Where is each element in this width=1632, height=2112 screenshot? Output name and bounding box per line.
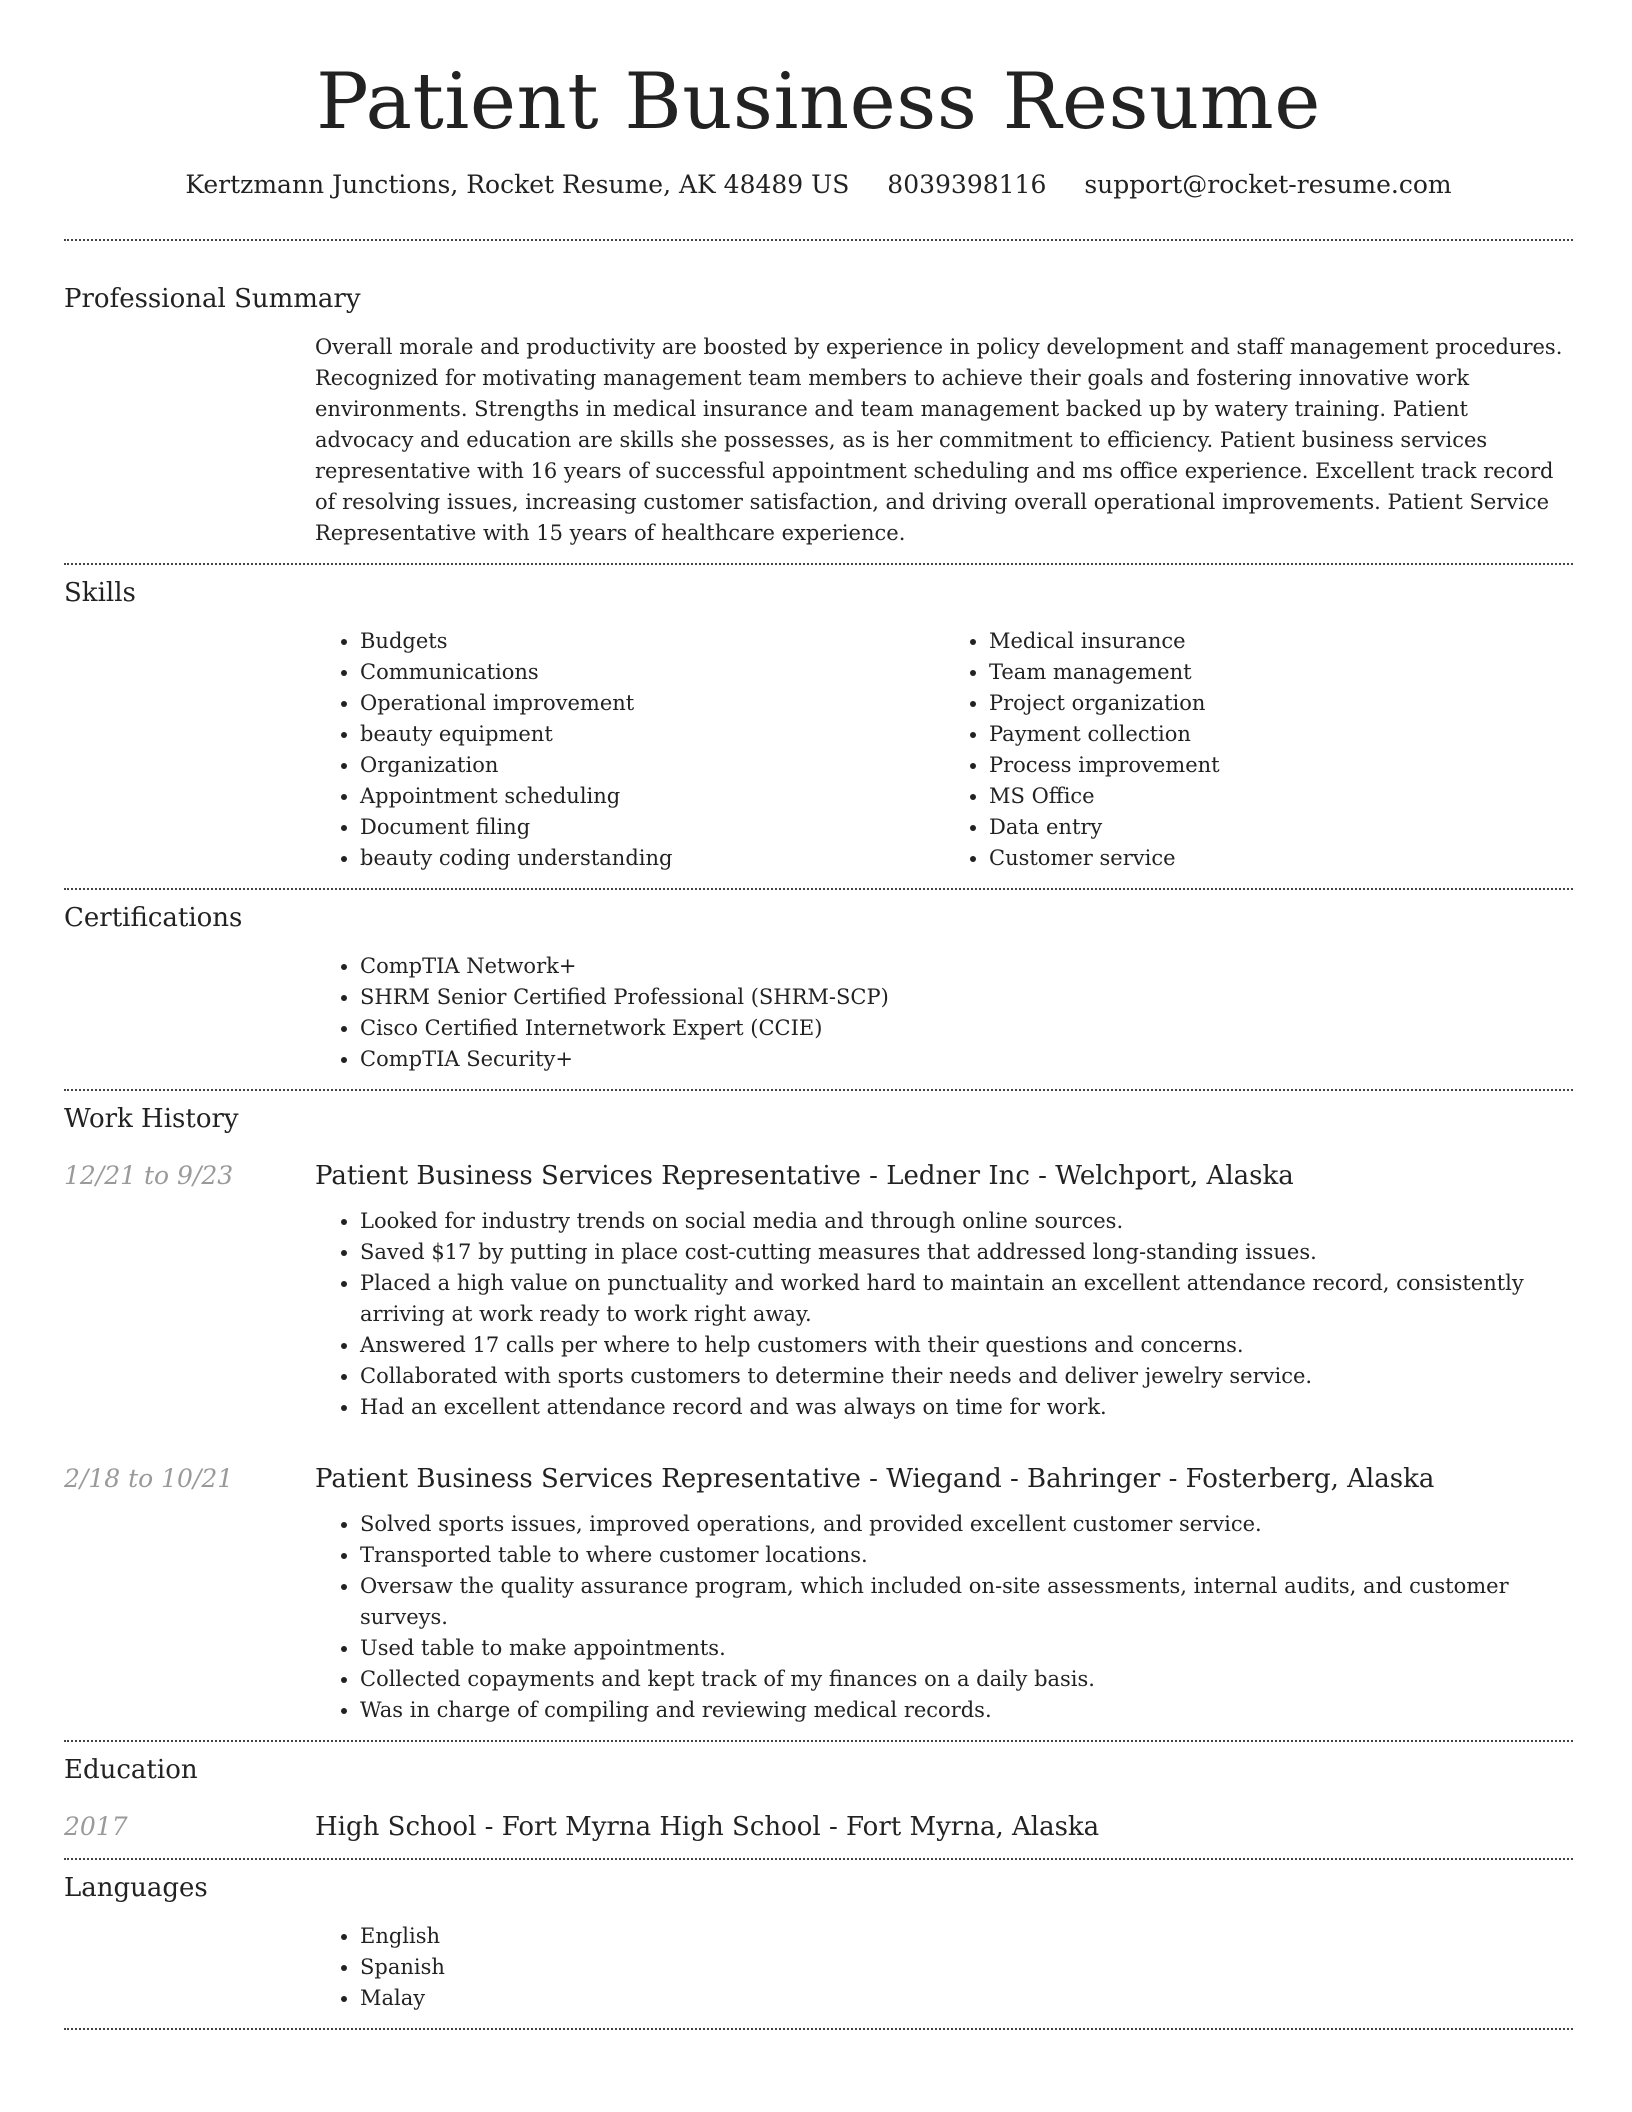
section-title-summary: Professional Summary xyxy=(64,284,361,314)
list-item: • Data entry xyxy=(989,812,1573,843)
languages-list xyxy=(315,1921,1573,2014)
list-item: • Was in charge of compiling and reviewing medical records. xyxy=(360,1695,1573,1726)
job-bullets xyxy=(315,1509,1573,1726)
list-item: • Looked for industry trends on social media and through online sources. xyxy=(360,1206,1573,1237)
skills-list-right xyxy=(944,626,1573,874)
skills-columns xyxy=(315,626,1573,874)
list-item: • CompTIA Network+ xyxy=(360,951,1573,982)
section-title-education: Education xyxy=(64,1755,198,1785)
list-item: • Malay xyxy=(360,1983,1573,2014)
resume-title: Patient Business Resume xyxy=(316,57,1321,147)
list-item: • Answered 17 calls per where to help customers with their questions and concerns. xyxy=(360,1330,1573,1361)
certifications-list xyxy=(315,951,1573,1075)
list-item: • Process improvement xyxy=(989,750,1573,781)
list-item: • Placed a high value on punctuality and worked hard to maintain an excellent attendance record, consistently arriving at work ready to work right away. xyxy=(360,1268,1573,1330)
list-item: • English xyxy=(360,1921,1573,1952)
section-title-skills: Skills xyxy=(64,578,136,608)
job-dates: 2/18 to 10/21 xyxy=(64,1464,234,1493)
list-item: • Collected copayments and kept track of my finances on a daily basis. xyxy=(360,1664,1573,1695)
list-item: • Medical insurance xyxy=(989,626,1573,657)
divider xyxy=(64,1089,1573,1091)
list-item: • Solved sports issues, improved operations, and provided excellent customer service. xyxy=(360,1509,1573,1540)
divider xyxy=(64,1858,1573,1860)
summary-section xyxy=(64,283,1573,549)
section-title-work: Work History xyxy=(64,1104,239,1134)
contact-phone: 8039398116 xyxy=(887,170,1047,199)
job-body xyxy=(315,1462,1573,1726)
list-item: • Organization xyxy=(360,750,944,781)
contact-email: support@rocket-resume.com xyxy=(1084,170,1452,199)
job-dates: 12/21 to 9/23 xyxy=(64,1161,234,1190)
job-entry xyxy=(64,1462,1573,1726)
certifications-body xyxy=(315,951,1573,1075)
section-title-languages: Languages xyxy=(64,1873,208,1903)
list-item: • Document filing xyxy=(360,812,944,843)
education-year: 2017 xyxy=(64,1812,128,1841)
job-heading: Patient Business Services Representative - Wiegand - Bahringer - Fosterberg, Alaska xyxy=(315,1464,1435,1494)
certifications-section xyxy=(64,902,1573,1075)
job-heading: Patient Business Services Representative - Ledner Inc - Welchport, Alaska xyxy=(315,1161,1294,1191)
list-item: • Budgets xyxy=(360,626,944,657)
list-item: • Transported table to where customer locations. xyxy=(360,1540,1573,1571)
job-bullets xyxy=(315,1206,1573,1423)
list-item: • Had an excellent attendance record and was always on time for work. xyxy=(360,1392,1573,1423)
education-heading: High School - Fort Myrna High School - Fort Myrna, Alaska xyxy=(315,1812,1100,1842)
contact-address: Kertzmann Junctions, Rocket Resume, AK 48489 US xyxy=(185,170,850,199)
divider xyxy=(64,2028,1573,2030)
list-item: • Customer service xyxy=(989,843,1573,874)
list-item: • Collaborated with sports customers to determine their needs and deliver jewelry service. xyxy=(360,1361,1573,1392)
list-item: • Spanish xyxy=(360,1952,1573,1983)
skills-list-left xyxy=(315,626,944,874)
contact-line xyxy=(64,168,1573,202)
list-item: • Cisco Certified Internetwork Expert (CCIE) xyxy=(360,1013,1573,1044)
list-item: • beauty equipment xyxy=(360,719,944,750)
divider xyxy=(64,888,1573,890)
work-section xyxy=(64,1103,1573,1726)
divider xyxy=(64,239,1573,241)
education-section xyxy=(64,1754,1573,1844)
education-body xyxy=(315,1810,1573,1844)
education-entry xyxy=(64,1810,1573,1844)
list-item: • Saved $17 by putting in place cost-cutting measures that addressed long-standing issues. xyxy=(360,1237,1573,1268)
list-item: • MS Office xyxy=(989,781,1573,812)
list-item: • Communications xyxy=(360,657,944,688)
list-item: • SHRM Senior Certified Professional (SHRM-SCP) xyxy=(360,982,1573,1013)
skills-section xyxy=(64,577,1573,874)
list-item: • Appointment scheduling xyxy=(360,781,944,812)
section-title-certifications: Certifications xyxy=(64,903,243,933)
job-entry xyxy=(64,1159,1573,1423)
list-item: • Operational improvement xyxy=(360,688,944,719)
list-item: • Team management xyxy=(989,657,1573,688)
list-item: • Payment collection xyxy=(989,719,1573,750)
languages-section xyxy=(64,1872,1573,2014)
list-item: • Used table to make appointments. xyxy=(360,1633,1573,1664)
list-item: • beauty coding understanding xyxy=(360,843,944,874)
summary-text: Overall morale and productivity are boosted by experience in policy development and staff management procedures. Recognized for motivating management team members to achieve their goals and fostering innovative work environments. Strengths in medical insurance and team management backed up by watery training. Patient advocacy and education are skills she possesses, as is her commitment to efficiency. Patient business services representative with 16 years of successful appointment scheduling and ms office experience. Excellent track record of resolving issues, increasing customer satisfaction, and driving overall operational improvements. Patient Service Representative with 15 years of healthcare experience. xyxy=(315,335,1563,545)
list-item: • Project organization xyxy=(989,688,1573,719)
divider xyxy=(64,1740,1573,1742)
divider xyxy=(64,563,1573,565)
languages-body xyxy=(315,1921,1573,2014)
job-body xyxy=(315,1159,1573,1423)
list-item: • Oversaw the quality assurance program, which included on-site assessments, internal audits, and customer surveys. xyxy=(360,1571,1573,1633)
resume-page xyxy=(64,0,1573,2030)
list-item: • CompTIA Security+ xyxy=(360,1044,1573,1075)
